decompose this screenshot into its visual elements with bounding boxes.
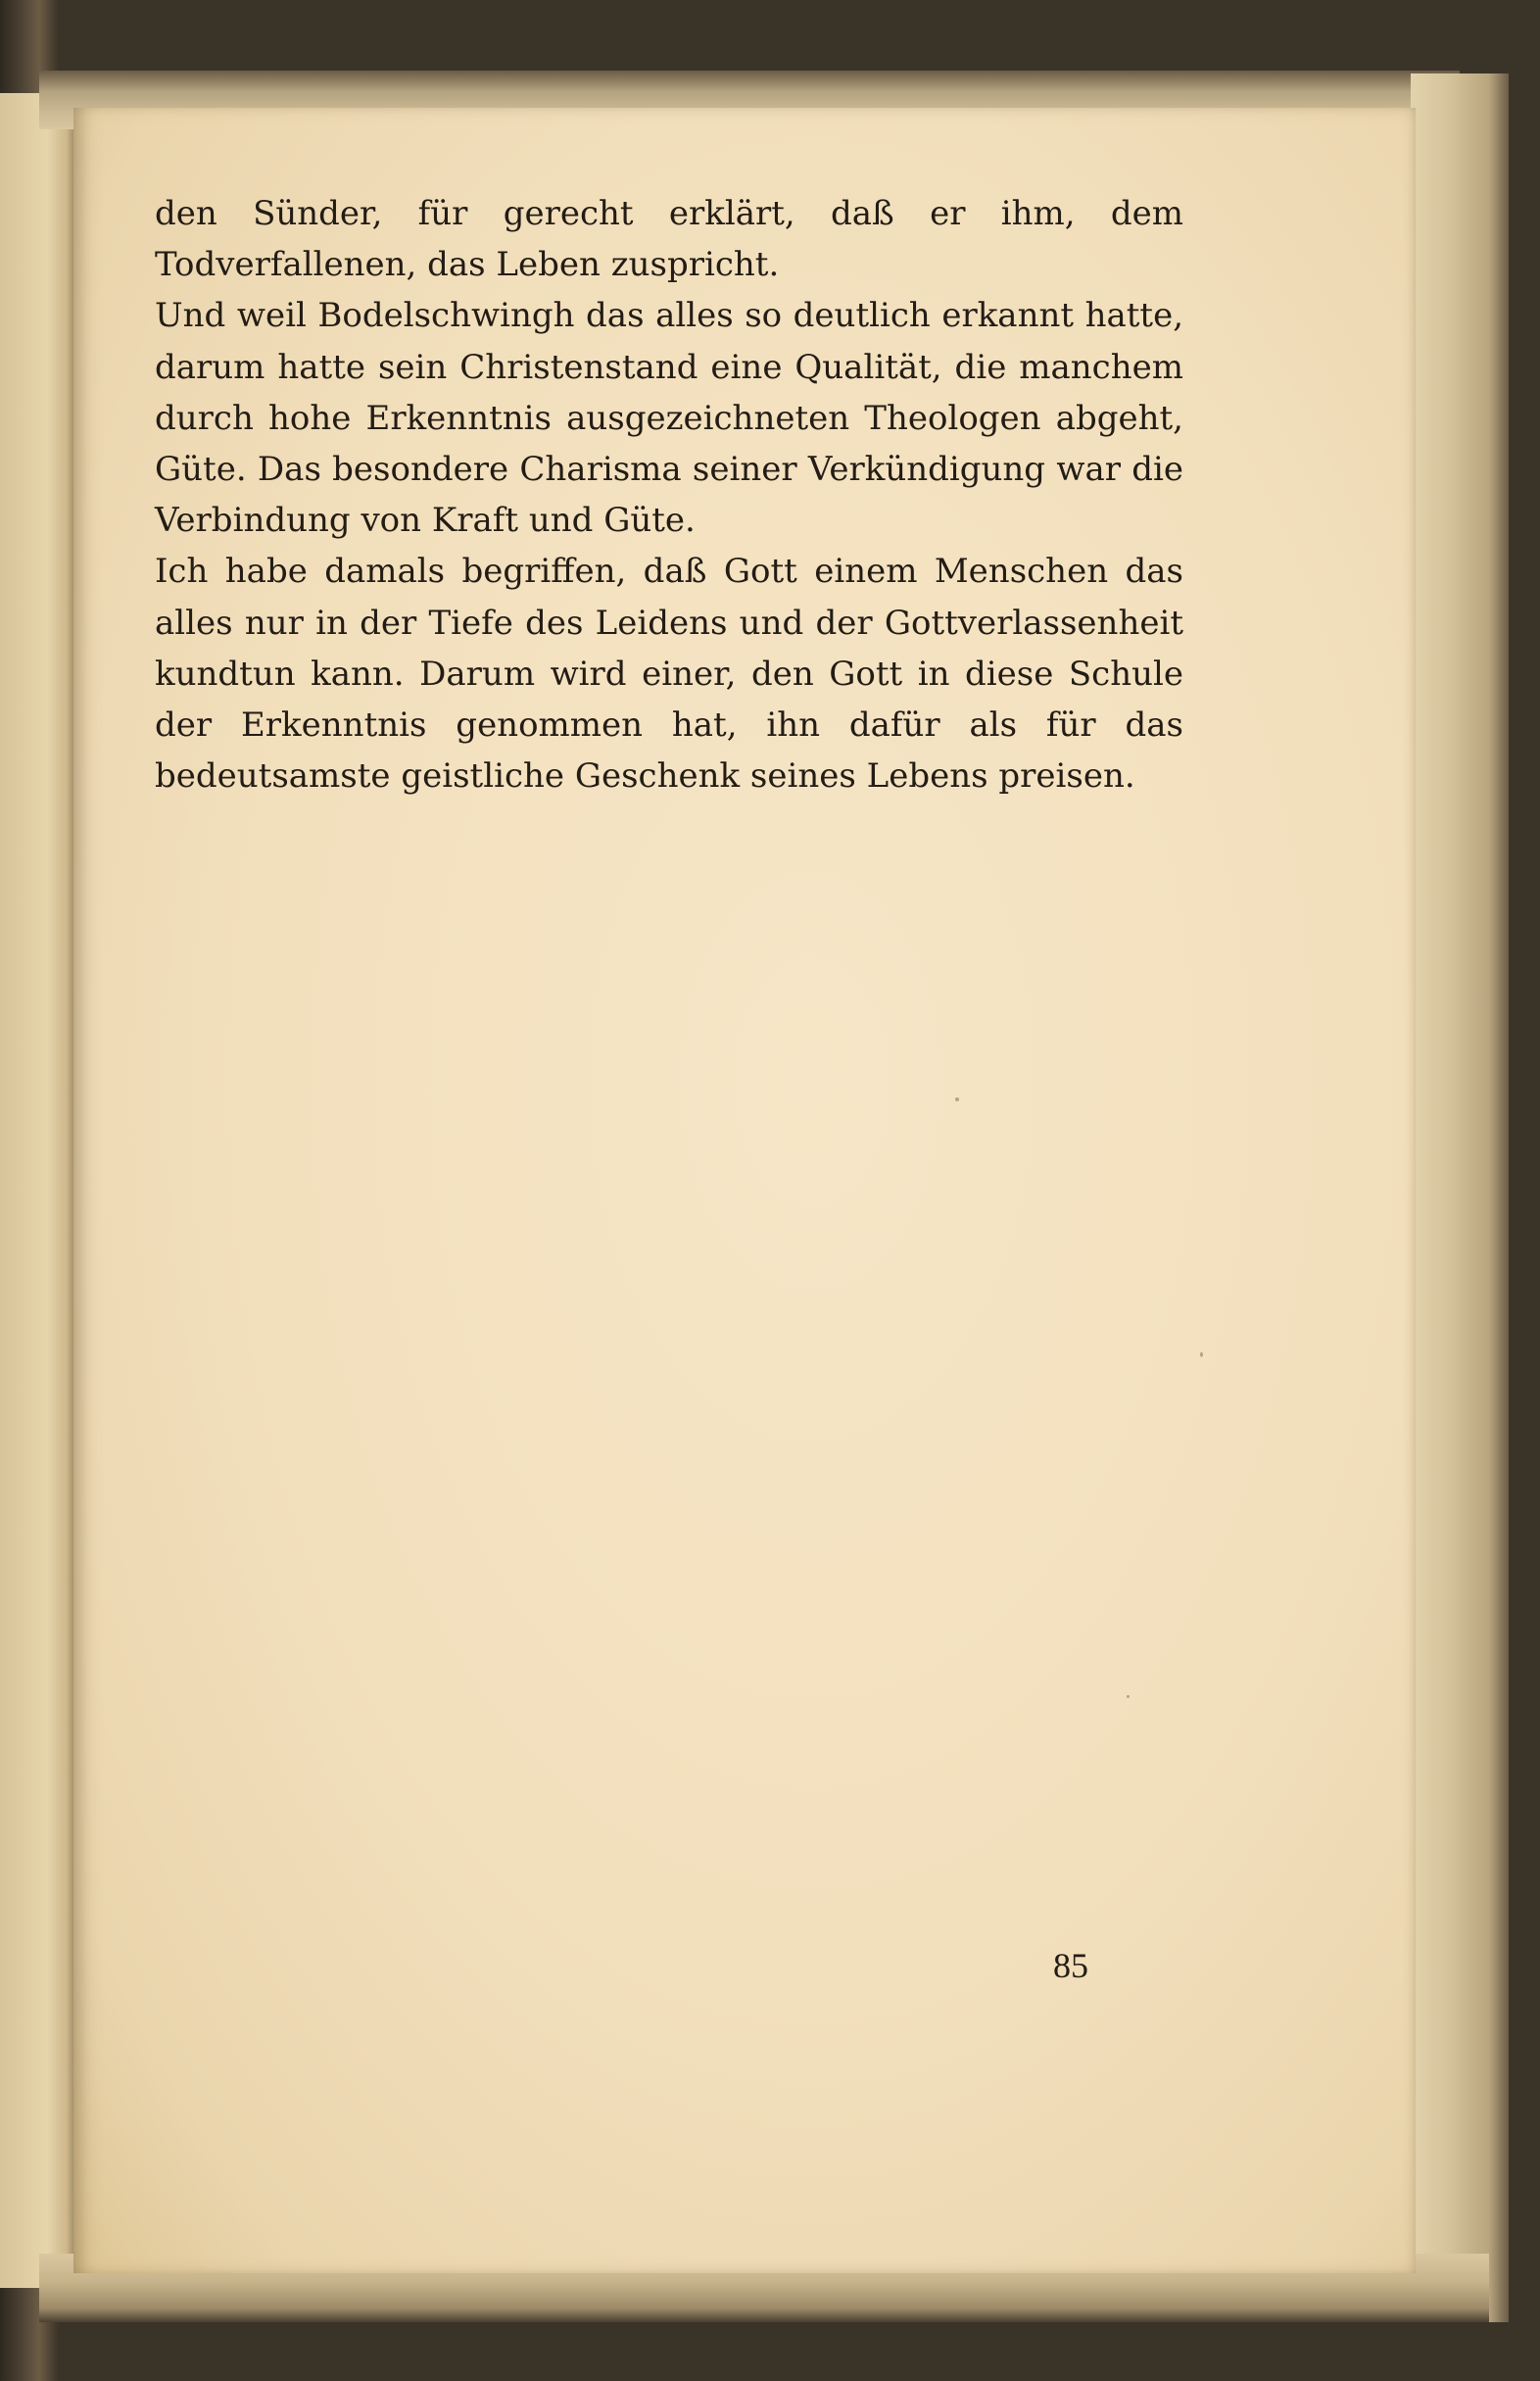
body-text	[155, 188, 1183, 802]
left-page-edge	[0, 93, 78, 2288]
paragraph-3: Ich habe damals begriffen, daß Gott einem Menschen das alles nur in der Tiefe des Leidens und der Gottverlassenheit kundtun kann. Darum wird einer, den Gott in diese Schule der Erkenntnis genommen hat, ihn dafür als für das bedeutsamste geistliche Geschenk seines Lebens preisen.	[155, 552, 1183, 797]
paper-speck	[955, 1097, 959, 1101]
page-number: 85	[1053, 1946, 1088, 1985]
cover-right-edge	[1411, 73, 1509, 2322]
paragraph-2: Und weil Bodelschwingh das alles so deutlich erkannt hatte, darum hatte sein Christenstand eine Qualität, die manchem durch hohe Erkenntnis ausgezeichneten Theologen abgeht, Güte. Das besondere Charisma seiner Verkündigung war die Verbindung von Kraft und Güte.	[155, 296, 1183, 541]
paper-speck	[1127, 1695, 1130, 1698]
paragraph-1: den Sünder, für gerecht erklärt, daß er ihm, dem Todverfallenen, das Leben zuspricht.	[155, 194, 1183, 285]
paper-speck	[1200, 1352, 1203, 1357]
